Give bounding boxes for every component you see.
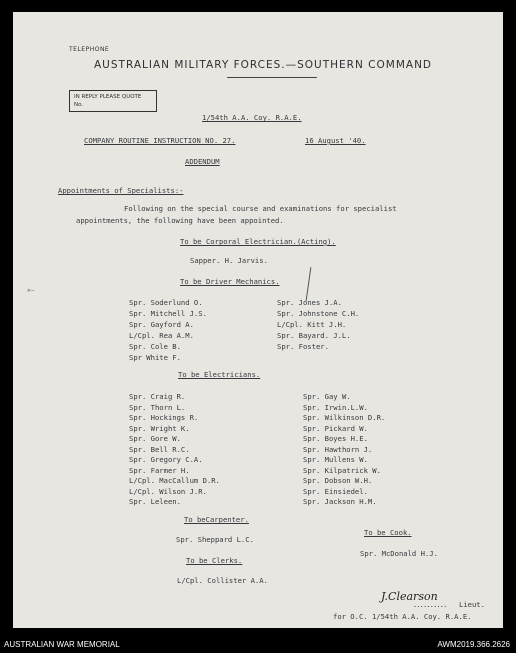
signature-dots: ..........: [413, 600, 447, 609]
reply-number-label: No.: [74, 102, 84, 108]
list-item: Spr. Soderlund O.: [129, 298, 203, 307]
list-item: Spr. Thorn L.: [129, 402, 186, 412]
list-item: L/Cpl. Wilson J.R.: [129, 486, 207, 496]
telephone-label: TELEPHONE: [69, 46, 110, 53]
signature-rank: Lieut.: [459, 600, 485, 609]
cook-heading: To be Cook.: [364, 528, 412, 537]
carpenter-heading: To beCarpenter.: [184, 515, 249, 524]
reply-quote-label: IN REPLY PLEASE QUOTE: [74, 94, 142, 100]
driver-mechanics-heading: To be Driver Mechanics.: [180, 277, 280, 286]
cook-name: Spr. McDonald H.J.: [360, 549, 438, 558]
electricians-left-list: [129, 392, 220, 508]
electricians-heading: To be Electricians.: [178, 370, 261, 379]
list-item: Spr. Hockings R.: [129, 413, 199, 422]
signature-for-line: for O.C. 1/54th A.A. Coy. R.A.E.: [333, 612, 472, 621]
list-item: Spr. Gore W.: [129, 434, 181, 443]
corporal-electrician-heading: To be Corporal Electrician.(Acting).: [180, 237, 336, 246]
list-item: Spr. Leleen.: [129, 497, 181, 506]
list-item: Spr. Cole B.: [129, 342, 181, 351]
reply-quote-box: [69, 90, 157, 112]
list-item: Spr. Mullens W.: [303, 455, 368, 464]
list-item: L/Cpl. Rea A.M.: [129, 331, 194, 340]
list-item: L/Cpl. MacCallum D.R.: [129, 476, 220, 485]
list-item: L/Cpl. Kitt J.H.: [277, 320, 347, 329]
carpenter-name: Spr. Sheppard L.C.: [176, 535, 254, 544]
list-item: Spr. Bell R.C.: [129, 444, 190, 454]
orders-heading: COMPANY ROUTINE INSTRUCTION NO. 27.: [84, 136, 236, 145]
list-item: Spr. Johnstone C.H.: [277, 309, 360, 318]
list-item: Spr. Dobson W.H.: [303, 476, 373, 485]
driver-mechanics-left-list: [129, 298, 207, 364]
list-item: Spr. Wilkinson D.R.: [303, 413, 386, 422]
intro-line-1: Following on the special course and examinations for specialist: [124, 204, 397, 213]
intro-line-2: appointments, the following have been appointed.: [76, 216, 284, 225]
list-item: Spr. Jackson H.M.: [303, 497, 377, 506]
letterhead-title: AUSTRALIAN MILITARY FORCES.—SOUTHERN COMMAND: [94, 59, 433, 71]
list-item: Spr. Gay W.: [303, 392, 351, 401]
list-item: Spr. Wright K.: [129, 423, 190, 433]
list-item: Spr. Mitchell J.S.: [129, 309, 207, 318]
list-item: Spr. Kilpatrick W.: [303, 465, 381, 475]
letterhead-rule: [227, 77, 317, 78]
list-item: Spr. Hawthorn J.: [303, 444, 373, 454]
document-date: 16 August '40.: [305, 136, 366, 145]
appointments-heading: Appointments of Specialists:-: [58, 186, 184, 195]
list-item: Spr. Boyes H.E.: [303, 434, 368, 443]
list-item: Spr. Pickard W.: [303, 423, 368, 433]
list-item: Spr. Irwin.L.W.: [303, 402, 368, 412]
list-item: Spr. Bayard. J.L.: [277, 331, 351, 340]
addendum-heading: ADDENDUM: [185, 157, 220, 166]
corporal-electrician-name: Sapper. H. Jarvis.: [190, 256, 268, 265]
list-item: Spr. Gayford A.: [129, 320, 194, 329]
pencil-mark: [306, 267, 312, 301]
footer-accession-number: AWM2019.366.2626: [437, 640, 510, 649]
driver-mechanics-right-list: [277, 298, 359, 353]
margin-mark: ✕–: [27, 287, 35, 294]
list-item: Spr. Jones J.A.: [277, 298, 342, 307]
footer-institution: AUSTRALIAN WAR MEMORIAL: [4, 640, 120, 649]
unit-heading: 1/54th A.A. Coy. R.A.E.: [202, 113, 302, 122]
clerks-name: L/Cpl. Collister A.A.: [177, 576, 268, 585]
list-item: Spr. Farmer H.: [129, 465, 190, 475]
handwritten-signature: J.Clearson: [381, 590, 438, 603]
document-page: [13, 12, 503, 628]
list-item: Spr White F.: [129, 353, 181, 362]
list-item: Spr. Gregory C.A.: [129, 455, 203, 464]
clerks-heading: To be Clerks.: [186, 556, 243, 565]
list-item: Spr. Craig R.: [129, 392, 186, 401]
electricians-right-list: [303, 392, 385, 508]
list-item: Spr. Einsiedel.: [303, 486, 368, 496]
list-item: Spr. Foster.: [277, 342, 329, 351]
